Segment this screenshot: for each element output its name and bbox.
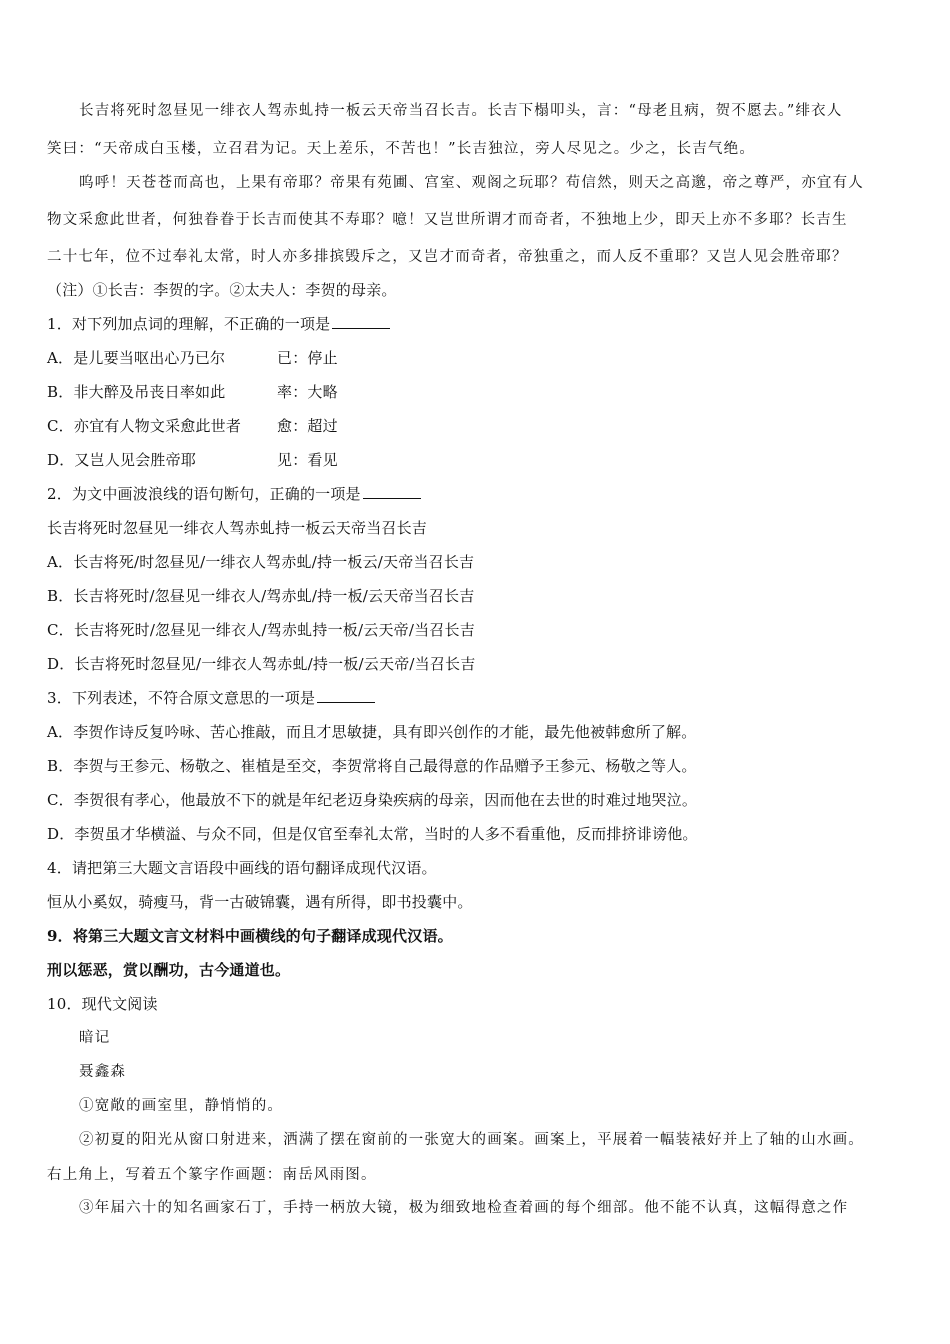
answer-blank bbox=[363, 484, 421, 499]
question-2-option-b: B．长吉将死时/忽昼见一绯衣人/驾赤虬/持一板/云天帝当召长吉 bbox=[47, 587, 475, 605]
option-label: C．亦宜有人物文采愈此世者 bbox=[47, 417, 242, 435]
question-9-stem: 9．将第三大题文言文材料中画横线的句子翻译成现代汉语。 bbox=[47, 927, 453, 945]
question-1-option-d bbox=[47, 450, 447, 470]
reading-para-2-line1: ②初夏的阳光从窗口射进来，洒满了摆在窗前的一张宽大的画案。画案上，平展着一幅装裱好并上了轴的山水画。 bbox=[79, 1132, 864, 1148]
passage-p2-line3: 二十七年，位不过奉礼太常，时人亦多排摈毁斥之，又岂才而奇者，帝独重之，而人反不重耶？又岂人见会胜帝耶？ bbox=[47, 249, 848, 265]
question-2-option-c: C．长吉将死时/忽昼见一绯衣人/驾赤虬持一板/云天帝/当召长吉 bbox=[47, 621, 475, 639]
question-4-stem: 4．请把第三大题文言语段中画线的语句翻译成现代汉语。 bbox=[47, 859, 437, 877]
option-label: D．又岂人见会胜帝耶 bbox=[47, 451, 197, 469]
option-definition: 已：停止 bbox=[277, 349, 338, 367]
question-3-stem bbox=[47, 688, 375, 708]
question-1-option-b bbox=[47, 382, 447, 402]
question-2-option-a: A．长吉将死/时忽昼见/一绯衣人驾赤虬/持一板云/天帝当召长吉 bbox=[47, 553, 475, 571]
question-stem-text: 3．下列表述，不符合原文意思的一项是 bbox=[47, 689, 316, 707]
answer-blank bbox=[332, 314, 390, 329]
question-1-option-a bbox=[47, 348, 447, 368]
question-1-stem bbox=[47, 314, 390, 334]
option-definition: 愈：超过 bbox=[277, 417, 338, 435]
question-2-sentence: 长吉将死时忽昼见一绯衣人驾赤虬持一板云天帝当召长吉 bbox=[47, 519, 428, 537]
answer-blank bbox=[317, 688, 375, 703]
reading-title: 暗记 bbox=[79, 1030, 111, 1046]
passage-p2-line2: 物文采愈此世者，何独眷眷于长吉而使其不寿耶？噫！又岂世所谓才而奇者，不独地上少，即天上亦不多耶？长吉生 bbox=[47, 212, 848, 228]
question-stem-text: 2．为文中画波浪线的语句断句，正确的一项是 bbox=[47, 485, 361, 503]
option-definition: 率：大略 bbox=[277, 383, 338, 401]
question-9-sentence: 刑以惩恶，赏以酬功，古今通道也。 bbox=[47, 961, 291, 979]
option-label: B．非大醉及吊丧日率如此 bbox=[47, 383, 226, 401]
passage-p1-line1: 长吉将死时忽昼见一绯衣人驾赤虬持一板云天帝当召长吉。长吉下榻叩头，言：“母老且病，贺不愿去。”绯衣人 bbox=[79, 103, 843, 119]
reading-para-3-line1: ③年届六十的知名画家石丁，手持一柄放大镜，极为细致地检查着画的每个细部。他不能不认真，这幅得意之作 bbox=[79, 1200, 849, 1216]
option-definition: 见：看见 bbox=[277, 451, 338, 469]
question-3-option-b: B．李贺与王参元、杨敬之、崔植是至交，李贺常将自己最得意的作品赠予王参元、杨敬之等人。 bbox=[47, 757, 697, 775]
passage-p2-line1: 呜呼！天苍苍而高也，上果有帝耶？帝果有苑圃、宫室、观阁之玩耶？苟信然，则天之高邈，帝之尊严，亦宜有人 bbox=[79, 175, 864, 191]
question-4-sentence: 恒从小奚奴，骑瘦马，背一古破锦囊，遇有所得，即书投囊中。 bbox=[47, 893, 473, 911]
question-2-option-d: D．长吉将死时忽昼见/一绯衣人驾赤虬/持一板/云天帝/当召长吉 bbox=[47, 655, 476, 673]
reading-author: 聂鑫森 bbox=[79, 1064, 127, 1080]
reading-para-2-line2: 右上角上，写着五个篆字作画题：南岳风雨图。 bbox=[47, 1167, 377, 1183]
question-stem-text: 1．对下列加点词的理解，不正确的一项是 bbox=[47, 315, 331, 333]
passage-note: （注）①长吉：李贺的字。②太夫人：李贺的母亲。 bbox=[47, 281, 397, 299]
option-label: A．是儿要当呕出心乃已尔 bbox=[47, 349, 226, 367]
question-3-option-a: A．李贺作诗反复吟咏、苦心推敲，而且才思敏捷，具有即兴创作的才能，最先他被韩愈所了解。 bbox=[47, 723, 697, 741]
question-2-stem bbox=[47, 484, 421, 504]
question-3-option-c: C．李贺很有孝心，他最放不下的就是年纪老迈身染疾病的母亲，因而他在去世的时难过地哭泣。 bbox=[47, 791, 698, 809]
passage-p1-line2: 笑曰：“天帝成白玉楼，立召君为记。天上差乐，不苦也！”长吉独泣，旁人尽见之。少之，长吉气绝。 bbox=[47, 141, 756, 157]
question-1-option-c bbox=[47, 416, 447, 436]
reading-para-1: ①宽敞的画室里，静悄悄的。 bbox=[79, 1098, 284, 1114]
question-3-option-d: D．李贺虽才华横溢、与众不同，但是仅官至奉礼太常，当时的人多不看重他，反而排挤诽谤他。 bbox=[47, 825, 698, 843]
question-10-stem: 10．现代文阅读 bbox=[47, 995, 158, 1013]
